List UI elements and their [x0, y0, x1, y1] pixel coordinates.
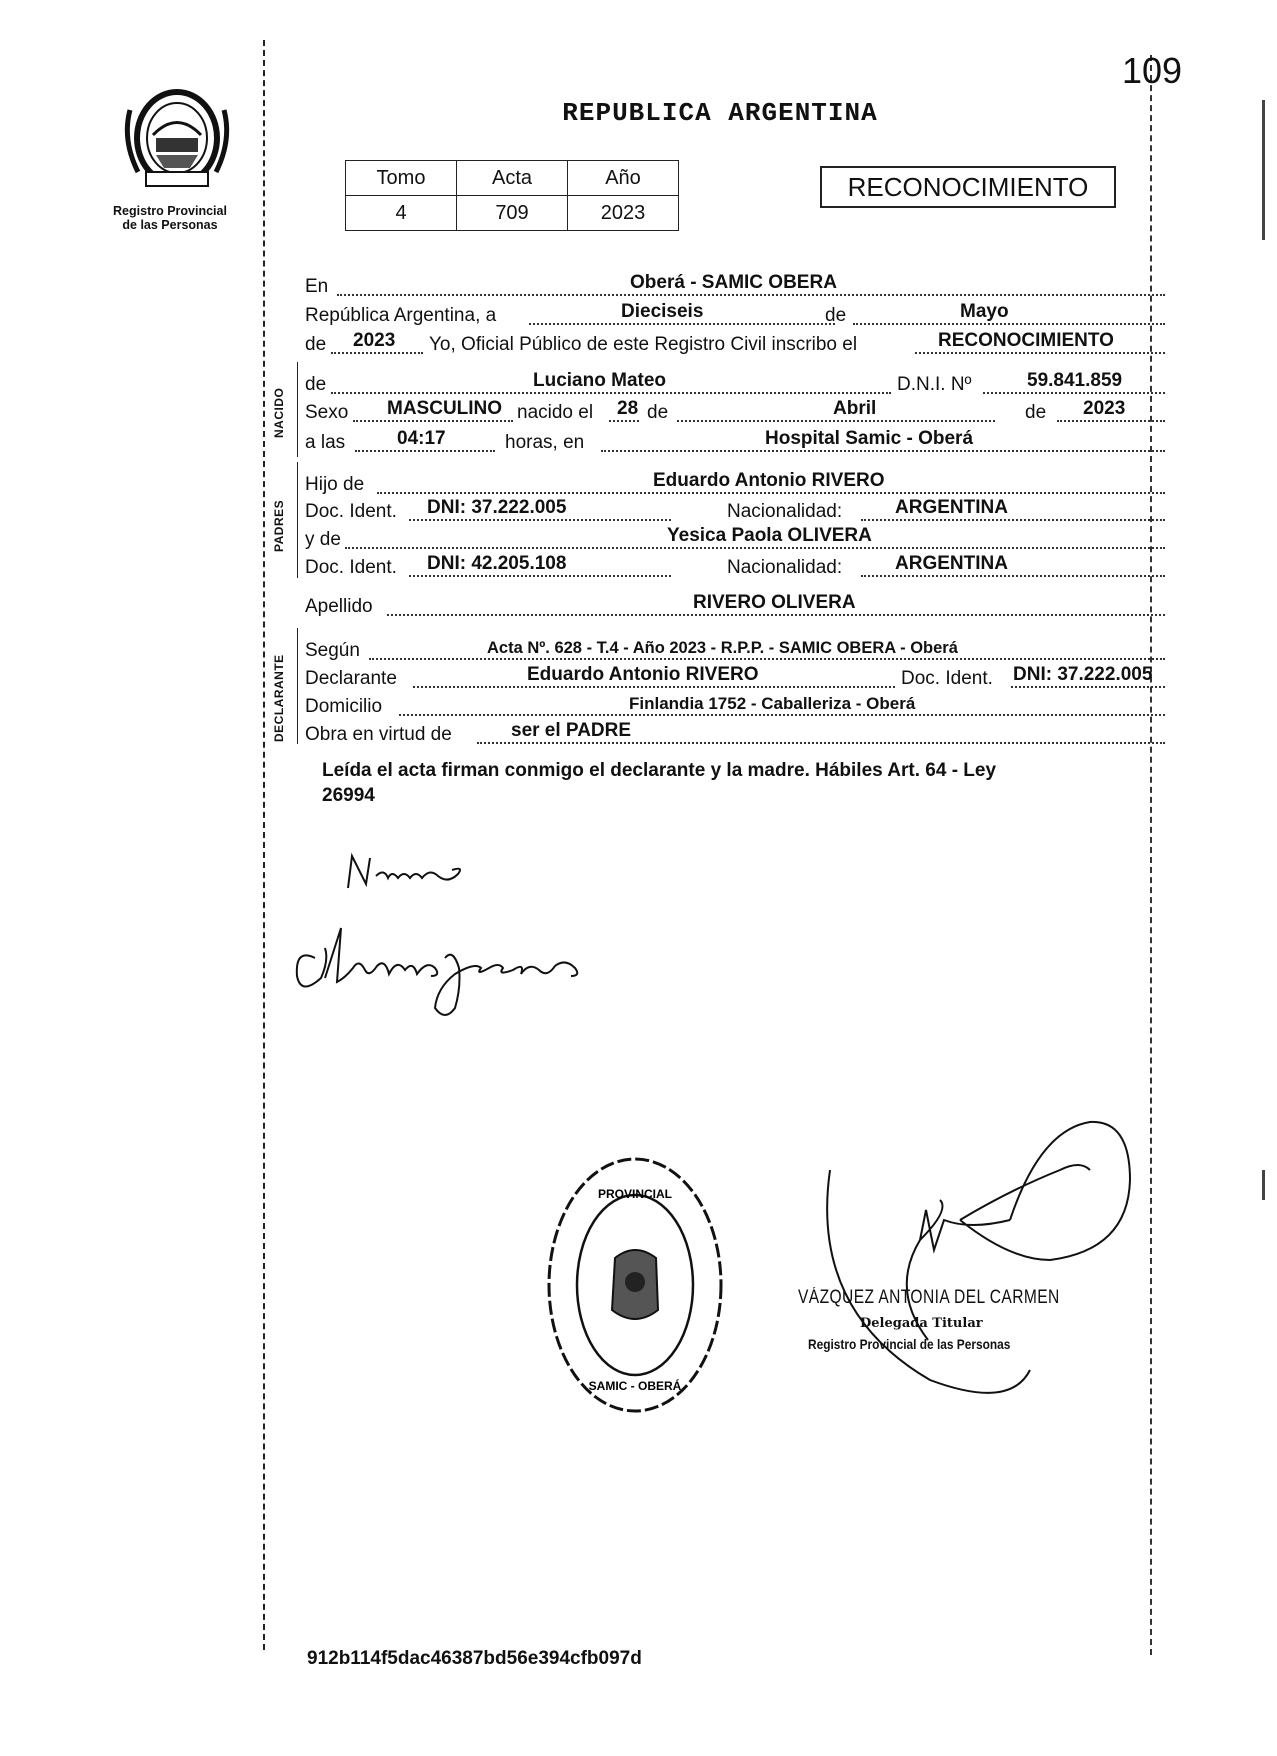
declarante-section-label: DECLARANTE	[272, 654, 286, 742]
document-title: REPUBLICA ARGENTINA	[562, 98, 878, 128]
obra-value: ser el PADRE	[511, 720, 632, 741]
table-cell: 709	[457, 196, 568, 231]
obra-line	[305, 720, 1165, 746]
en-label: En	[305, 276, 329, 297]
nacido-el-label: nacido el	[517, 402, 594, 423]
declarante-doc-value: DNI: 37.222.005	[1013, 664, 1153, 685]
document-type-box: RECONOCIMIENTO	[820, 166, 1116, 208]
official-organization: Registro Provincial de las Personas	[808, 1336, 1011, 1352]
official-role: Delegada Titular	[860, 1316, 983, 1331]
act-type-value: RECONOCIMIENTO	[938, 330, 1114, 351]
segun-label: Según	[305, 640, 360, 661]
father-doc-line	[305, 497, 1165, 523]
birth-day-value: 28	[617, 398, 639, 419]
obra-label: Obra en virtud de	[305, 724, 452, 745]
father-name-value: Eduardo Antonio RIVERO	[653, 470, 885, 491]
dni-label: D.N.I. Nº	[897, 374, 972, 395]
nacionalidad-label: Nacionalidad:	[727, 557, 843, 578]
segun-line	[305, 636, 1165, 662]
sex-birth-line	[305, 398, 1165, 424]
birth-month-value: Abril	[833, 398, 877, 419]
record-reference-table	[345, 160, 679, 231]
document-hash: 912b114f5dac46387bd56e394cfb097d	[307, 1648, 642, 1669]
doc-ident-label: Doc. Ident.	[305, 501, 397, 522]
table-cell: 2023	[568, 196, 679, 231]
padres-section-bar	[297, 462, 298, 578]
provincial-coat-of-arms-logo	[118, 80, 236, 190]
republica-label: República Argentina, a	[305, 305, 497, 326]
domicilio-label: Domicilio	[305, 696, 383, 717]
de-label: de	[1025, 402, 1047, 423]
child-dni-value: 59.841.859	[1027, 370, 1123, 391]
place-value: Oberá - SAMIC OBERA	[630, 272, 837, 293]
doc-ident-label: Doc. Ident.	[305, 557, 397, 578]
table-cell: 4	[346, 196, 457, 231]
birthplace-value: Hospital Samic - Oberá	[765, 428, 974, 449]
sexo-label: Sexo	[305, 402, 349, 423]
hijo-de-label: Hijo de	[305, 474, 365, 495]
handwritten-signature-declarant	[340, 848, 500, 898]
a-las-label: a las	[305, 432, 346, 453]
de-label: de	[825, 305, 847, 326]
birth-year-value: 2023	[1083, 398, 1126, 419]
father-nationality-value: ARGENTINA	[895, 497, 1008, 518]
place-line	[305, 272, 1165, 298]
table-header: Año	[568, 161, 679, 196]
svg-text:SAMIC - OBERÁ: SAMIC - OBERÁ	[588, 1379, 682, 1393]
de-label: de	[305, 374, 327, 395]
sexo-value: MASCULINO	[387, 398, 503, 419]
table-header: Acta	[457, 161, 568, 196]
de-label: de	[647, 402, 669, 423]
day-value: Dieciseis	[621, 301, 704, 322]
month-value: Mayo	[960, 301, 1009, 322]
date-line	[305, 301, 1165, 327]
mother-doc-value: DNI: 42.205.108	[427, 553, 567, 574]
declarante-section-bar	[297, 628, 298, 744]
de-label: de	[305, 334, 327, 355]
surname-line	[305, 592, 1165, 618]
surname-value: RIVERO OLIVERA	[693, 592, 856, 613]
declarante-value: Eduardo Antonio RIVERO	[527, 664, 759, 685]
padres-section-label: PADRES	[272, 499, 286, 552]
doc-ident-label: Doc. Ident.	[901, 668, 993, 689]
margin-mark	[1262, 1170, 1265, 1200]
year-line	[305, 330, 1165, 356]
closing-statement: Leída el acta firman conmigo el declarante y la madre. Hábiles Art. 64 - Ley 26994	[322, 760, 997, 806]
child-name-value: Luciano Mateo	[533, 370, 667, 391]
father-name-line	[305, 470, 1165, 496]
mother-nationality-value: ARGENTINA	[895, 553, 1008, 574]
apellido-label: Apellido	[305, 596, 373, 617]
declarante-label: Declarante	[305, 668, 397, 689]
birth-time-value: 04:17	[397, 428, 446, 449]
declarante-line	[305, 664, 1165, 690]
official-handwritten-signature	[810, 1110, 1140, 1410]
child-name-line	[305, 370, 1165, 396]
official-registry-seal	[540, 1150, 730, 1420]
nacionalidad-label: Nacionalidad:	[727, 501, 843, 522]
page-number: 109	[1122, 50, 1183, 91]
birth-time-line	[305, 428, 1165, 454]
registry-logo-caption: Registro Provincial de las Personas	[113, 204, 227, 232]
segun-value: Acta Nº. 628 - T.4 - Año 2023 - R.P.P. - SAMIC OBERA - Oberá	[487, 639, 958, 657]
year-value: 2023	[353, 330, 396, 351]
domicilio-value: Finlandia 1752 - Caballeriza - Oberá	[629, 694, 916, 713]
horas-label: horas, en	[505, 432, 585, 453]
mother-doc-line	[305, 553, 1165, 579]
mother-name-value: Yesica Paola OLIVERA	[667, 525, 872, 546]
domicilio-line	[305, 692, 1165, 718]
mother-name-line	[305, 525, 1165, 551]
nacido-section-bar	[297, 362, 298, 457]
yo-text: Yo, Oficial Público de este Registro Civil inscribo el	[429, 334, 858, 355]
father-doc-value: DNI: 37.222.005	[427, 497, 567, 518]
y-de-label: y de	[305, 529, 341, 550]
table-header: Tomo	[346, 161, 457, 196]
handwritten-signature-mother	[285, 918, 625, 1018]
nacido-section-label: NACIDO	[272, 387, 286, 438]
official-name: VÁZQUEZ ANTONIA DEL CARMEN	[798, 1287, 1060, 1308]
svg-text:PROVINCIAL: PROVINCIAL	[597, 1187, 673, 1201]
left-margin-line	[263, 40, 265, 1650]
